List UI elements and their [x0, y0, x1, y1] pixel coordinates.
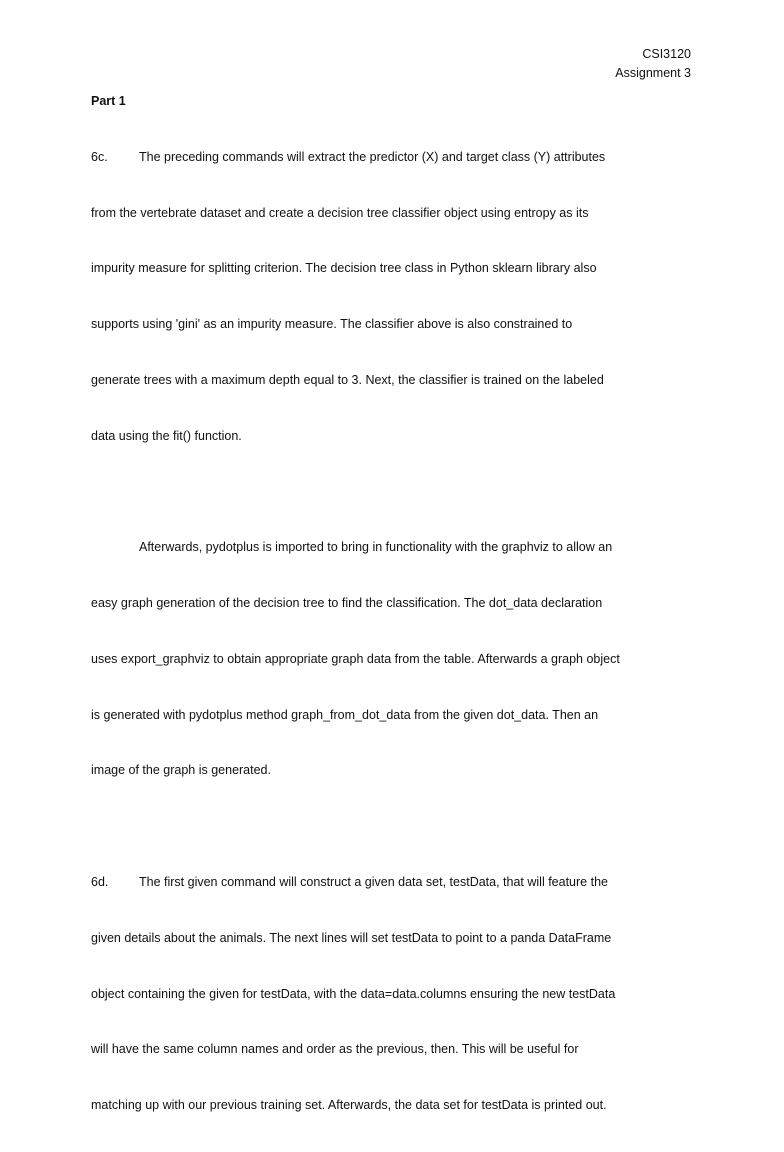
paragraph-line: from the vertebrate dataset and create a decision tree classifier object using entropy as its — [91, 205, 589, 220]
paragraph-line: uses export_graphviz to obtain appropriate graph data from the table. Afterwards a graph object — [91, 651, 620, 666]
paragraph-line — [91, 148, 696, 167]
section-label-6d: 6d. — [91, 874, 109, 889]
section-label-6c: 6c. — [91, 149, 108, 164]
section-6d-paragraph — [91, 836, 696, 1152]
paragraph-line: will have the same column names and order as the previous, then. This will be useful for — [91, 1042, 579, 1057]
paragraph-line: matching up with our previous training set. Afterwards, the data set for testData is printed out. — [91, 1098, 607, 1113]
paragraph-line: impurity measure for splitting criterion. The decision tree class in Python sklearn library also — [91, 261, 597, 276]
paragraph-spacer — [91, 482, 696, 501]
line-text: The first given command will construct a given data set, testData, that will feature the — [139, 874, 608, 889]
paragraph-line: data using the fit() function. — [91, 428, 242, 443]
course-code: CSI3120 — [642, 47, 691, 61]
paragraph-line — [91, 538, 696, 557]
paragraph-line: easy graph generation of the decision tree to find the classification. The dot_data declaration — [91, 596, 603, 611]
part-heading: Part 1 — [91, 94, 126, 108]
paragraph-line: image of the graph is generated. — [91, 763, 271, 778]
section-6c-paragraph-2 — [91, 501, 696, 817]
section-6c-paragraph-1 — [91, 111, 696, 483]
document-body — [91, 92, 696, 1152]
line-text: The preceding commands will extract the predictor (X) and target class (Y) attributes — [139, 149, 606, 164]
paragraph-line: given details about the animals. The next lines will set testData to point to a panda DataFrame — [91, 930, 612, 945]
assignment-title: Assignment 3 — [615, 66, 691, 80]
line-text: Afterwards, pydotplus is imported to bring in functionality with the graphviz to allow an — [139, 540, 613, 555]
paragraph-line: generate trees with a maximum depth equal to 3. Next, the classifier is trained on the labeled — [91, 372, 604, 387]
document-header — [615, 45, 691, 83]
paragraph-line: supports using 'gini' as an impurity measure. The classifier above is also constrained to — [91, 317, 573, 332]
paragraph-line: object containing the given for testData, with the data=data.columns ensuring the new testData — [91, 986, 616, 1001]
paragraph-line: is generated with pydotplus method graph_from_dot_data from the given dot_data. Then an — [91, 707, 599, 722]
paragraph-spacer — [91, 817, 696, 836]
paragraph-line — [91, 873, 696, 892]
